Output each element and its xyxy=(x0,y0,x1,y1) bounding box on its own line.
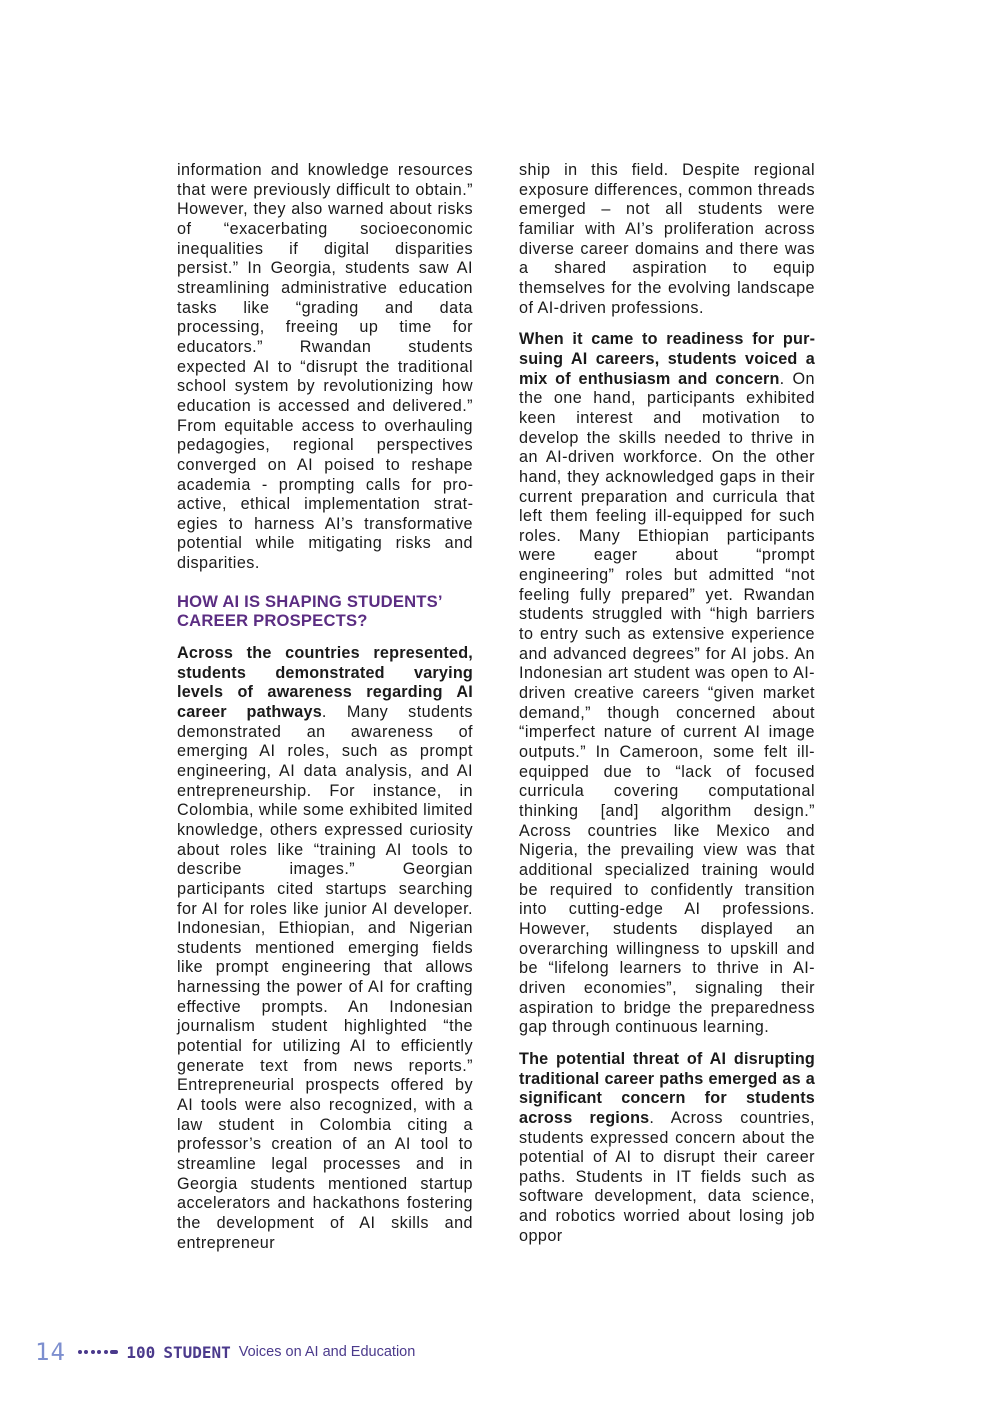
right-paragraph-3-body: . Across countries, students expressed concern about the potential of AI to disrupt their career paths. Students in IT fields such as software development, data science, and robotics worried about losing job oppor xyxy=(519,1108,815,1245)
left-paragraph-2-lead: Across the countries represented, students demonstrated varying levels of awareness regarding AI career pathways xyxy=(177,643,473,721)
footer-subtitle: Voices on AI and Education xyxy=(238,1344,416,1360)
section-heading: HOW AI IS SHAPING STUDENTS’ CAREER PROSPECTS? xyxy=(177,591,442,631)
right-paragraph-3 xyxy=(519,1050,815,1247)
right-paragraph-2-lead: When it came to readiness for pursuing AI careers, students voiced a mix of enthusiasm and concern xyxy=(519,330,815,388)
left-paragraph-2-body: . Many students demonstrated an awareness of emerging AI roles, such as prompt engineering, AI data analysis, and AI entrepreneurship. For instance, in Colombia, while some exhibited limited knowledge, others expressed curiosity about roles like “training AI tools to describe images.” Georgian participants cited startups searching for AI for roles like junior AI developer. Indonesian, Ethiopian, and Nigerian students mentioned emerging fields like prompt engineering that allows harnessing the power of AI for crafting effective prompts. An Indonesian journalism student highlighted “the potential for utilizing AI to efficiently generate text from news reports.” Entrepreneurial prospects offered by AI tools were also recognized, with a law student in Colombia citing a professor’s creation of an AI tool to streamline legal processes and in Georgia students mentioned startup accelerators and hackathons fostering the development of AI skills and entrepreneur xyxy=(177,702,474,1252)
right-paragraph-2-body: . On the one hand, participants exhibited keen interest and motivation to develop the skills needed to thrive in an AI-driven workforce. On the other hand, they acknowledged gaps in their current preparation and curricula that left them feeling ill-equipped for such roles. Many Ethiopian participants were eager about “prompt engineering” roles but admitted “not feeling fully prepared” yet. Rwandan students struggled with “high barriers to entry such as extensive experience and advanced degrees” for AI jobs. An Indonesian art student was open to AI-driven creative careers “given market demand,” though concerned about “imperfect nature of current AI image outputs.” In Cameroon, some felt ill-equipped due to “lack of focused curricula covering computational thinking [and] algorithm design.” Across countries like Mexico and Nigeria, the prevailing view was that additional specialized training would be required to confidently transition into cutting-edge AI professions. However, students displayed an overarching willingness to upskill and be “lifelong learners to thrive in AI-driven economies”, signaling their aspiration to bridge the preparedness gap through continuous learning. xyxy=(519,369,816,1037)
right-paragraph-2 xyxy=(519,330,815,1038)
left-paragraph-2 xyxy=(177,644,473,1253)
page-number: 14 xyxy=(35,1338,66,1366)
dots-divider-icon xyxy=(78,1350,119,1354)
right-paragraph-1: ship in this field. Despite regional exposure differences, common threads emerged – not all students were familiar with AI’s proliferation across diverse career domains and there was a shared aspiration to equip themselves for the evolving landscape of AI-driven professions. xyxy=(519,161,815,317)
page-footer xyxy=(35,1335,415,1369)
footer-title-word: STUDENT xyxy=(163,1342,231,1362)
left-paragraph-1: information and knowledge resources that were previously difficult to obtain.” However, they also warned about risks of “exacerbating socioeconomic inequalities if digital disparities persist.” In Georgia, students saw AI streamlining administrative education tasks like “grading and data processing, freeing up time for educators.” Rwandan students expected AI to “disrupt the traditional school system by revolutionizing how education is accessed and delivered.” From equitable access to overhauling pedagogies, regional perspectives converged on AI poised to reshape academia - prompting calls for proactive, ethical implementation strategies to harness AI’s transformative potential while mitigating risks and disparities. xyxy=(177,161,473,573)
right-column xyxy=(519,161,815,1246)
left-column xyxy=(177,161,473,1253)
right-paragraph-3-lead: The potential threat of AI disrupting traditional career paths emerged as a significant concern for students across regions xyxy=(519,1049,815,1127)
footer-title-number: 100 xyxy=(126,1342,156,1362)
